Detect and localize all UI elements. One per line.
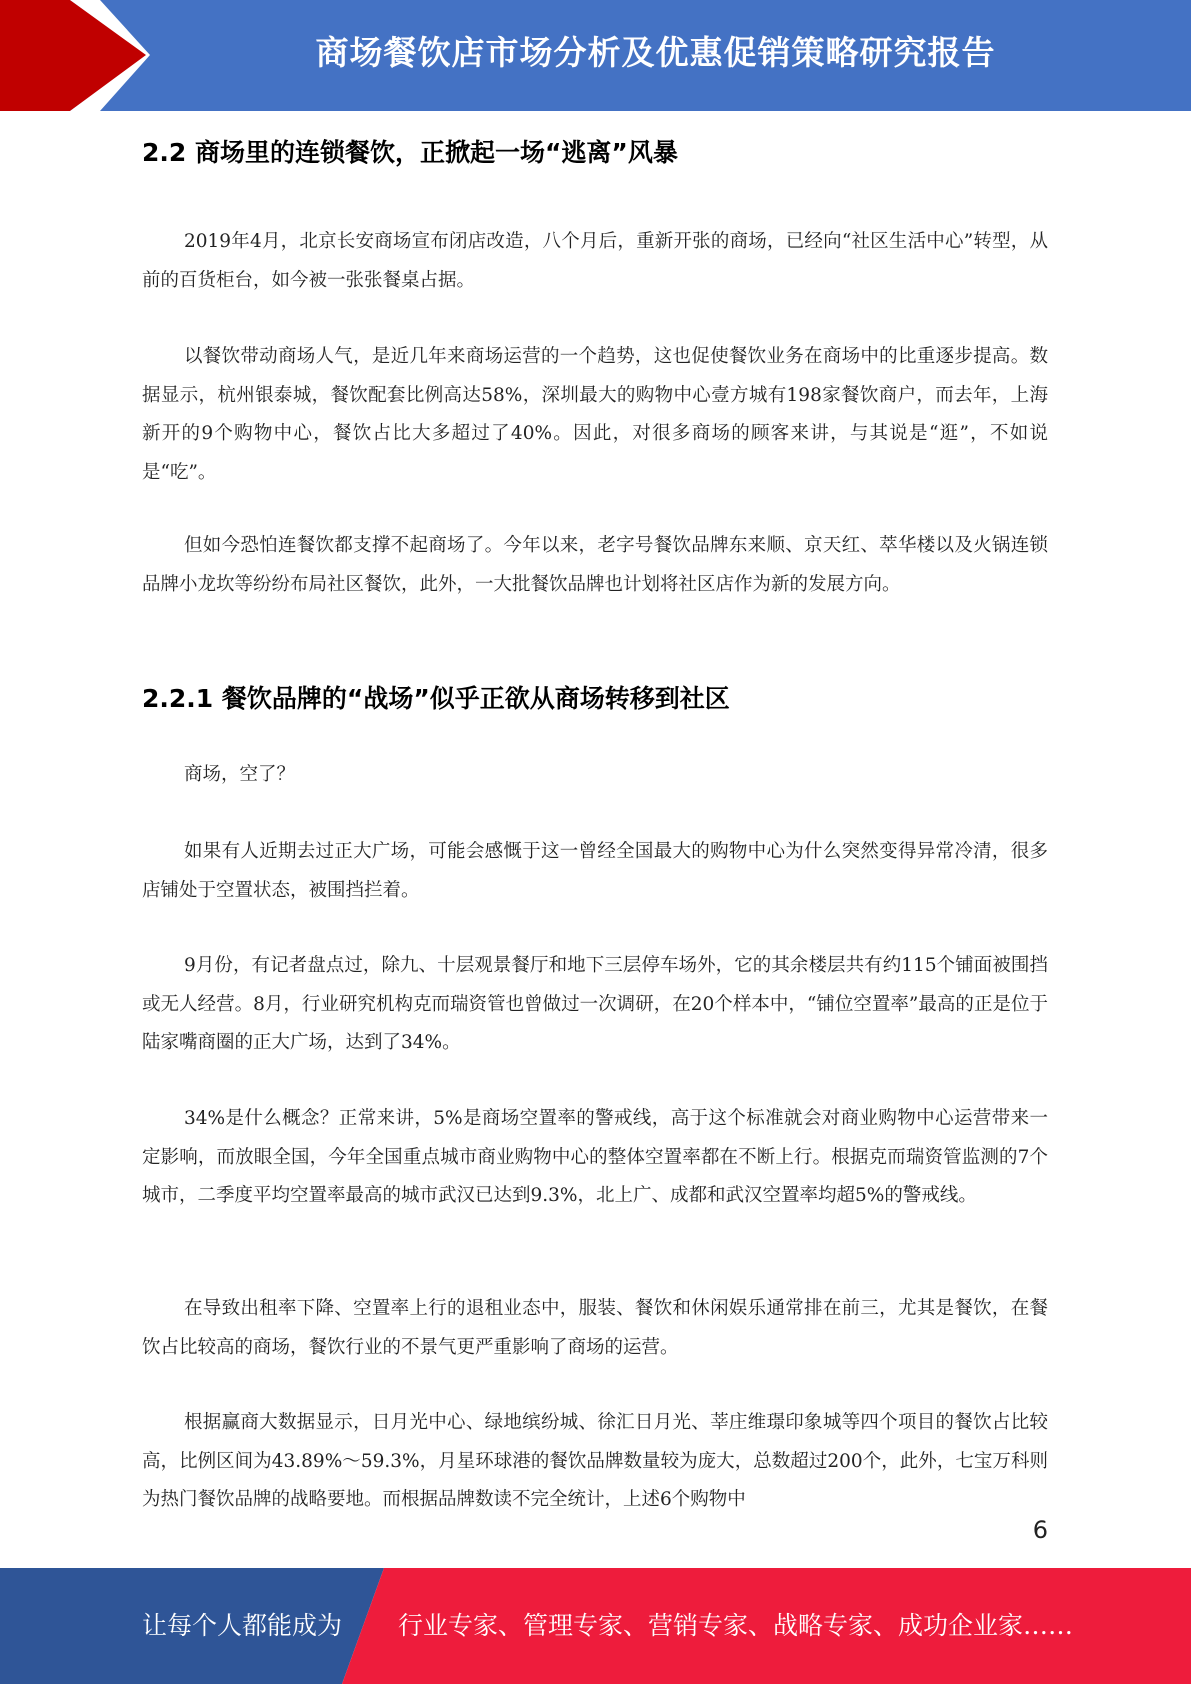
- section-heading-2-2: 2.2 商场里的连锁餐饮，正掀起一场“逃离”风暴: [142, 138, 678, 167]
- report-title: 商场餐饮店市场分析及优惠促销策略研究报告: [315, 33, 996, 72]
- paragraph: 在导致出租率下降、空置率上行的退租业态中，服装、餐饮和休闲娱乐通常排在前三，尤其是餐饮，在餐饮占比较高的商场，餐饮行业的不景气更严重影响了商场的运营。: [142, 1298, 1048, 1358]
- paragraph: 商场，空了？: [184, 764, 296, 785]
- paragraph: 但如今恐怕连餐饮都支撑不起商场了。今年以来，老字号餐饮品牌东来顺、京天红、萃华楼以及火锅连锁品牌小龙坎等纷纷布局社区餐饮，此外，一大批餐饮品牌也计划将社区店作为新的发展方向。: [142, 535, 1048, 595]
- paragraph: 9月份，有记者盘点过，除九、十层观景餐厅和地下三层停车场外，它的其余楼层共有约115个铺面被围挡或无人经营。8月，行业研究机构克而瑞资管也曾做过一次调研，在20个样本中，“铺位空置率”最高的正是位于陆家嘴商圈的正大广场，达到了34%。: [142, 955, 1048, 1053]
- paragraph: 34%是什么概念？正常来讲，5%是商场空置率的警戒线，高于这个标准就会对商业购物中心运营带来一定影响，而放眼全国，今年全国重点城市商业购物中心的整体空置率都在不断上行。根据克而瑞资管监测的7个城市，二季度平均空置率最高的城市武汉已达到9.3%，北上广、成都和武汉空置率均超5%的警戒线。: [142, 1108, 1048, 1206]
- paragraph: 2019年4月，北京长安商场宣布闭店改造，八个月后，重新开张的商场，已经向“社区生活中心”转型，从前的百货柜台，如今被一张张餐桌占据。: [142, 231, 1048, 291]
- paragraph: 根据赢商大数据显示，日月光中心、绿地缤纷城、徐汇日月光、莘庄维璟印象城等四个项目的餐饮占比较高，比例区间为43.89%～59.3%，月星环球港的餐饮品牌数量较为庞大，总数超过200个，此外，七宝万科则为热门餐饮品牌的战略要地。而根据品牌数读不完全统计，上述6个购物中: [142, 1412, 1048, 1510]
- page-header: [0, 0, 1191, 111]
- footer-slogan-right: 行业专家、管理专家、营销专家、战略专家、成功企业家……: [398, 1611, 1074, 1640]
- paragraph: 以餐饮带动商场人气，是近几年来商场运营的一个趋势，这也促使餐饮业务在商场中的比重逐步提高。数据显示，杭州银泰城，餐饮配套比例高达58%，深圳最大的购物中心壹方城有198家餐饮商户，而去年，上海新开的9个购物中心，餐饮占比大多超过了40%。因此，对很多商场的顾客来讲，与其说是“逛”，不如说是“吃”。: [142, 346, 1048, 483]
- page-number: 6: [1032, 1516, 1048, 1544]
- page-footer: [0, 1568, 1191, 1684]
- paragraph: 如果有人近期去过正大广场，可能会感慨于这一曾经全国最大的购物中心为什么突然变得异常冷清，很多店铺处于空置状态，被围挡拦着。: [142, 841, 1048, 901]
- section-heading-2-2-1: 2.2.1 餐饮品牌的“战场”似乎正欲从商场转移到社区: [142, 684, 730, 713]
- footer-slogan-left: 让每个人都能成为: [142, 1611, 343, 1640]
